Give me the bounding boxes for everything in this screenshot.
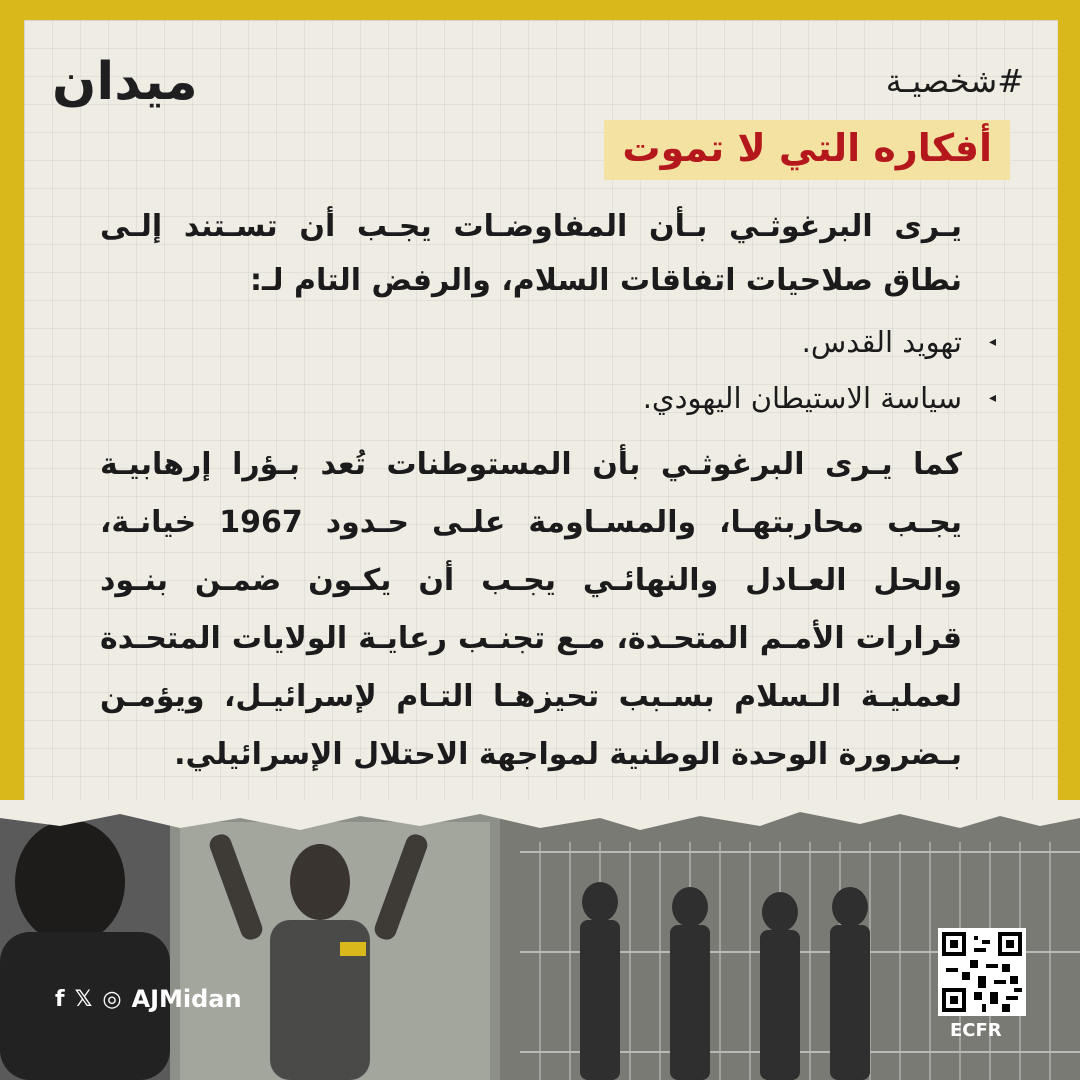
list-item — [100, 370, 996, 426]
qr-source-label: ECFR — [950, 1020, 1002, 1041]
facebook-icon[interactable]: f — [55, 986, 65, 1012]
midan-logo: ميدان — [52, 52, 198, 112]
bullet-arrow-icon: ◂ — [988, 334, 996, 350]
photo-illustration — [0, 812, 1080, 1080]
handle-text: AJMidan — [131, 985, 242, 1013]
qr-code[interactable] — [938, 928, 1026, 1016]
body-paragraph: كما يـرى البرغوثـي بأن المستوطنات تُعد بـؤرا إرهابيـة يجـب محاربتهـا، والمسـاومة علـى حـدود 1967 خيانـة، والحل العـادل والنهائـي يجـب أن يكـون ضمـن بنـود قرارات الأمـم المتحـدة، مـع تجنـب رعايـة الولايات المتحـدة لعمليـة الـسلام بسـبب تحيزهـا التـام لإسرائيـل، ويؤمـن بـضرورة الوحدة الوطنية لمواجهة الاحتلال الإسرائيلي. — [100, 447, 962, 772]
title-highlight — [604, 120, 1010, 180]
hashtag-label: #شخصيـة — [885, 62, 1024, 100]
bullet-text: سياسة الاستيطان اليهودي. — [642, 381, 962, 415]
page-title: أفكاره التي لا تموت — [622, 126, 992, 170]
x-icon[interactable]: 𝕏 — [74, 986, 93, 1012]
bullet-arrow-icon: ◂ — [988, 390, 996, 406]
torn-paper-edge — [0, 800, 1080, 840]
qr-code-icon — [938, 928, 1026, 1016]
article-body — [100, 200, 996, 784]
list-item — [100, 314, 996, 370]
lead-paragraph: يـرى البرغوثـي بـأن المفاوضـات يجـب أن تسـتند إلـى نطاق صلاحيات اتفاقات السلام، والرفض التام لـ: — [100, 209, 962, 298]
prison-photo — [0, 812, 1080, 1080]
social-handle — [55, 985, 242, 1013]
bullet-list — [100, 314, 996, 426]
bullet-text: تهويد القدس. — [801, 325, 962, 359]
instagram-icon[interactable]: ◎ — [102, 986, 122, 1012]
